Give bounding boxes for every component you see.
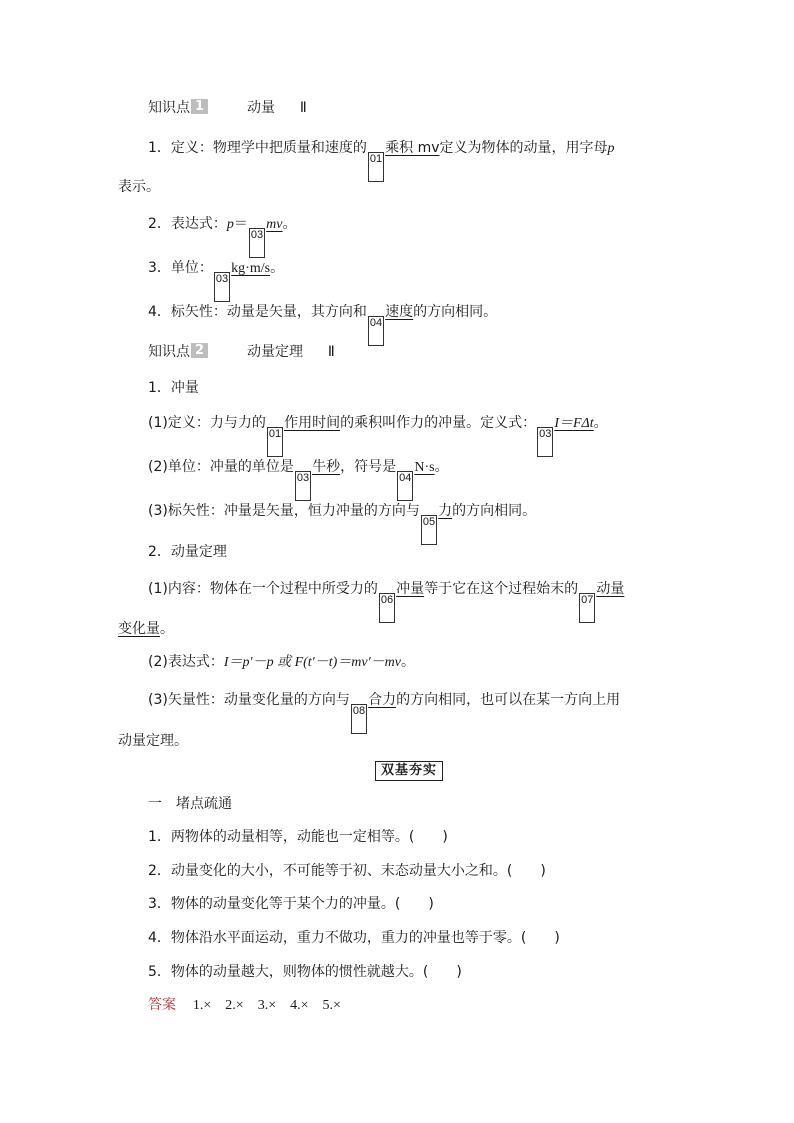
text: (1)定义：力与力的 (148, 415, 266, 431)
s2-heading-theorem (148, 542, 227, 562)
answer-fill: 合力 (368, 692, 397, 708)
s1-item-4 (148, 302, 497, 346)
s2-def-3 (148, 501, 536, 545)
answer-fill: mv (266, 217, 283, 232)
answer-fill: 冲量 (396, 581, 425, 597)
s2-theorem-1 (148, 579, 624, 623)
answer-fill: 作用时间 (284, 415, 341, 431)
blank-number-box: 01 (368, 152, 384, 182)
section-stamp: 双基夯实 (375, 761, 443, 781)
blank-number-box: 05 (421, 515, 437, 545)
text: 2．动量定理 (148, 544, 227, 560)
s1-item-1 (148, 138, 615, 182)
text: 。 (160, 621, 174, 637)
s1-item-3 (148, 258, 284, 302)
text: 。 (282, 216, 297, 232)
blank-number-box: 03 (249, 228, 265, 258)
section-prefix: 知识点 (148, 344, 190, 360)
s2-theorem-3-cont (118, 731, 188, 751)
symbol: p (226, 217, 234, 232)
answer-label: 答案 (148, 997, 176, 1013)
s1-item-2 (148, 214, 297, 258)
text: 一 堵点疏通 (148, 796, 232, 812)
answer-fill: kg·m/s (231, 261, 271, 276)
text: (2)单位：冲量的单位是 (148, 459, 294, 475)
s1-item-1-cont (118, 177, 160, 197)
equals-sign: ＝ (233, 216, 248, 232)
blank-number-box: 01 (267, 427, 283, 457)
text: 表示。 (118, 179, 160, 195)
text: 的方向相同。 (413, 304, 498, 320)
text: 。 (270, 260, 285, 276)
text: 1．定义：物理学中把质量和速度的 (148, 140, 367, 156)
blank-number-box: 03 (295, 471, 311, 501)
question-item: 4．物体沿水平面运动，重力不做功，重力的冲量也等于零。( ) (148, 930, 560, 946)
text: 。 (434, 459, 449, 475)
section-heading-2 (148, 342, 335, 362)
answer-fill: 变化量 (118, 621, 160, 637)
symbol: p (607, 141, 615, 156)
section-number-badge: 2 (191, 343, 208, 358)
blank-number-box: 03 (537, 427, 553, 457)
text: (2)表达式： (148, 654, 224, 670)
answer-text: 1.× 2.× 3.× 4.× 5.× (192, 998, 341, 1013)
s2-heading-impulse (148, 378, 199, 398)
s2-theorem-1-cont (118, 619, 174, 639)
text: (3)矢量性：动量变化量的方向与 (148, 692, 350, 708)
answer-fill: 力 (438, 503, 453, 519)
text: 的方向相同。 (452, 503, 537, 519)
blank-number-box: 04 (368, 316, 384, 346)
s2-theorem-3 (148, 690, 620, 734)
text: 等于它在这个过程始末的 (424, 581, 579, 597)
section-prefix: 知识点 (148, 100, 190, 116)
answer-fill: I＝FΔt (554, 416, 594, 431)
s2-def-1 (148, 413, 608, 457)
question-item: 1．两物体的动量相等，动能也一定相等。( ) (148, 829, 448, 845)
s2-def-2 (148, 457, 449, 501)
answer-fill: 乘积 mv (385, 140, 440, 156)
text: 动量定理。 (118, 733, 188, 749)
answer-fill: N·s (414, 460, 435, 475)
section-number-badge: 1 (191, 99, 208, 114)
text: 1．冲量 (148, 380, 199, 396)
question-item: 5．物体的动量越大，则物体的惯性就越大。( ) (148, 964, 462, 980)
formula: I＝p′－p 或 F(t′－t)＝mv′－mv (223, 655, 401, 670)
question-item: 3．物体的动量变化等于某个力的冲量。( ) (148, 896, 434, 912)
question-item: 2．动量变化的大小，不可能等于初、末态动量大小之和。( ) (148, 863, 546, 879)
section-level: Ⅱ (327, 344, 335, 360)
part-title (148, 794, 232, 814)
text: (1)内容：物体在一个过程中所受力的 (148, 581, 378, 597)
blank-number-box: 07 (579, 593, 595, 623)
text: 3．单位： (148, 260, 213, 276)
answer-fill: 牛秒 (312, 459, 341, 475)
blank-number-box: 04 (397, 471, 413, 501)
section-heading-1 (148, 98, 307, 118)
text: (3)标矢性：冲量是矢量，恒力冲量的方向与 (148, 503, 420, 519)
text: 4．标矢性：动量是矢量，其方向和 (148, 304, 367, 320)
answer-fill: 动量 (596, 581, 625, 597)
section-title: 动量 (246, 100, 275, 116)
s2-theorem-2 (148, 652, 415, 673)
text: 定义为物体的动量，用字母 (439, 140, 608, 156)
text: 。 (593, 415, 608, 431)
blank-number-box: 03 (214, 272, 230, 302)
section-title: 动量定理 (246, 344, 303, 360)
answer-line (148, 995, 341, 1016)
text: 2．表达式： (148, 216, 227, 232)
text: 的方向相同，也可以在某一方向上用 (396, 692, 621, 708)
answer-fill: 速度 (385, 304, 414, 320)
section-level: Ⅱ (299, 100, 307, 116)
text: ，符号是 (340, 459, 397, 475)
blank-number-box: 08 (351, 704, 367, 734)
blank-number-box: 06 (379, 593, 395, 623)
text: 。 (401, 654, 415, 670)
text: 的乘积叫作力的冲量。定义式： (340, 415, 537, 431)
